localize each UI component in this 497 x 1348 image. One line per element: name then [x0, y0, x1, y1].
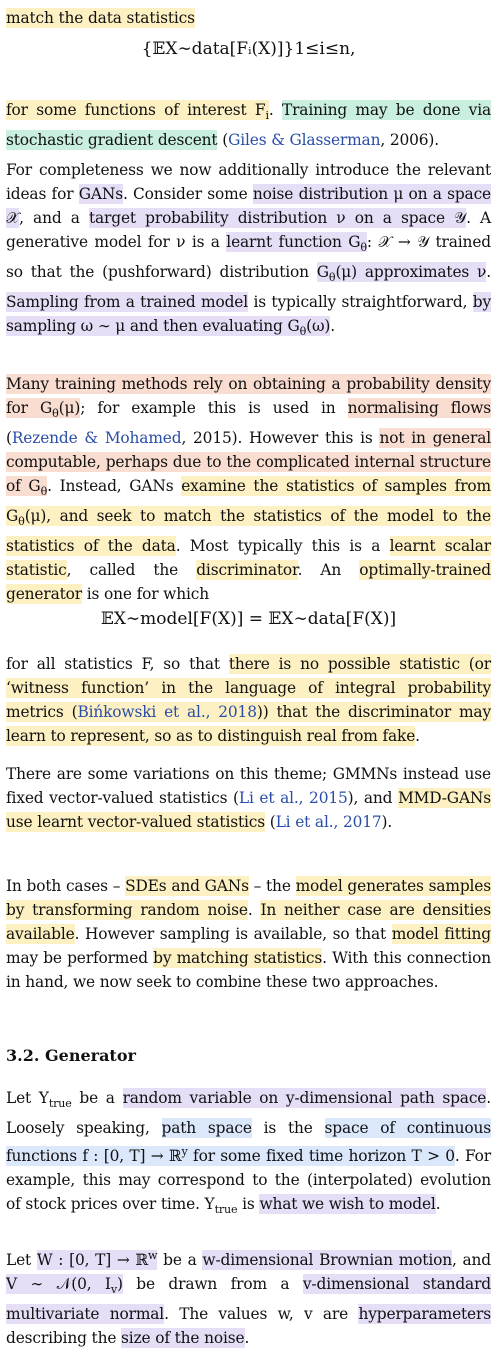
highlight-span: GANs	[78, 185, 123, 203]
paragraph-path-space: Let $Y_{true}$ be a random variable on y-dimensional path space. Loosely speaking, path space is the space of continuous functions f : [0, T] → ℝ$^y$ for some fixed time horizon T > 0. For example, this may correspond to the (interpolated) evolution of stock prices over time. $Y_{true}$ is what we wish to model.	[6, 1089, 492, 1217]
highlight-span: Many training methods rely on obtaining a probability density for $G_\theta(\mu)$	[6, 375, 491, 421]
highlight-span: space of continuous functions f : [0, T] → ℝ$^y$ for some fixed time horizon T > 0	[6, 1119, 492, 1166]
citation-link[interactable]: Rezende & Mohamed	[11, 429, 182, 448]
section-heading: 3.2. Generator	[6, 1046, 136, 1065]
equation-optimal-generator	[0, 606, 497, 632]
highlight-span: model fitting	[391, 925, 491, 943]
highlight-span: Sampling from a trained model	[6, 293, 249, 312]
equation-data-statistics	[0, 36, 497, 62]
highlight-span: by sampling ω ∼ μ and then evaluating $G_\theta(\omega)$	[6, 293, 491, 339]
paragraph-witness-function: for all statistics F, so that there is no possible statistic (or ‘witness function’ in the language of integral probability metrics (Bińkowski et al., 2018)) that the discriminator may learn to represent, so as to distinguish real from fake.	[6, 655, 492, 745]
paragraph-training-methods: Many training methods rely on obtaining a probability density for $G_\theta(\mu)$; for example this is used in normalising flows (Rezende & Mohamed, 2015). However this is not in general computable, perhaps due to the complicated internal structure of $G_\theta$. Instead, GANs examine the statistics of samples from $G_\theta(\mu)$, and seek to match the statistics of the model to the statistics of the data. Most typically this is a learnt scalar statistic, called the discriminator. An optimally-trained generator is one for which	[6, 375, 491, 604]
highlight-span: hyperparameters	[358, 1305, 491, 1324]
highlight-span: by matching statistics	[153, 949, 323, 967]
highlight-span: not in general computable, perhaps due to the complicated internal structure of $G_\theta$	[6, 429, 491, 499]
paragraph-functions: for some functions of interest $F_i$. Training may be done via stochastic gradient descent (Giles & Glasserman, 2006).	[6, 101, 491, 150]
paragraph-intro	[6, 6, 491, 30]
paragraph-variations: There are some variations on this theme; GMMNs instead use fixed vector-valued statistics (Li et al., 2015), and MMD-GANs use learnt vector-valued statistics (Li et al., 2017).	[6, 765, 491, 831]
paragraph-gans-intro: For completeness we now additionally introduce the relevant ideas for GANs. Consider some noise distribution μ on a space 𝒳, and a target probability distribution ν on a space 𝒴. A generative model for ν is a learnt function $G_\theta$: 𝒳 → 𝒴 trained so that the (pushforward) distribution $G_\theta(\mu)$ approximates ν. Sampling from a trained model is typically straightforward, by sampling ω ∼ μ and then evaluating $G_\theta(\omega)$.	[6, 161, 491, 339]
highlight-span: SDEs and GANs	[125, 877, 249, 895]
highlight-span: MMD-GANs use learnt vector-valued statistics	[6, 789, 491, 831]
paragraph-both-cases: In both cases – SDEs and GANs – the model generates samples by transforming random noise. In neither case are densities available. However sampling is available, so that model fitting may be performed by matching statistics. With this connection in hand, we now seek to combine these two approaches.	[6, 877, 491, 991]
highlight-span: noise distribution μ on a space 𝒳	[6, 185, 491, 227]
highlight-span: model generates samples by transforming random noise	[6, 877, 491, 919]
highlight-span: w-dimensional Brownian motion	[202, 1251, 452, 1270]
citation-link[interactable]: Li et al., 2015	[238, 789, 348, 807]
highlight-span: for some functions of interest $F_i$	[6, 101, 269, 123]
highlight-span: what we wish to model	[259, 1195, 436, 1214]
citation-link[interactable]: Bińkowski et al., 2018	[77, 703, 257, 721]
highlight-span: there is no possible statistic (or ‘witness function’ in the language of integral probability metrics (Bińkowski et al., 2018)) that the discriminator may learn to represent, so as to distinguish real from fake	[6, 655, 492, 745]
highlight-span: v-dimensional standard multivariate normal	[6, 1275, 491, 1324]
equation-text: 𝔼X∼model[F(X)] = 𝔼X∼data[F(X)]	[100, 609, 397, 629]
highlight-span: target probability distribution ν on a space 𝒴	[88, 209, 467, 227]
highlight-span: learnt scalar statistic	[6, 537, 491, 580]
paragraph-brownian-motion: Let W : [0, T] → ℝ$^w$ be a w-dimensional Brownian motion, and V ∼ 𝒩(0, $I_v$) be drawn from a v-dimensional standard multivariate normal. The values w, v are hyperparameters describing the size of the noise.	[6, 1249, 491, 1348]
highlight-span: In neither case are densities available	[6, 901, 491, 943]
highlight-span: discriminator	[196, 561, 298, 580]
highlight-span: random variable on y-dimensional path space	[122, 1089, 487, 1107]
citation-link[interactable]: Li et al., 2017	[275, 813, 382, 831]
highlight-span: examine the statistics of samples from $G_\theta(\mu)$, and seek to match the statistics of the model to the statistics of the data	[6, 477, 491, 556]
highlight-span: learnt function $G_\theta$	[226, 233, 367, 255]
highlight-span: $G_\theta(\mu)$ approximates ν	[316, 263, 487, 285]
highlight-span: normalising flows	[347, 399, 491, 417]
highlight-span: optimally-trained generator	[6, 561, 491, 604]
highlight-span: match the data statistics	[6, 9, 195, 27]
highlight-span: W : [0, T] → ℝ$^w$	[36, 1249, 158, 1270]
citation-link[interactable]: Giles & Glasserman	[228, 131, 381, 150]
equation-text: {𝔼X∼data[Fᵢ(X)]}1≤i≤n,	[141, 39, 356, 59]
highlight-span: V ∼ 𝒩(0, $I_v$)	[6, 1275, 123, 1297]
highlight-span: path space	[161, 1119, 252, 1138]
highlight-span: Training may be done via stochastic gradient descent	[6, 101, 491, 150]
highlight-span: size of the noise	[121, 1329, 245, 1348]
